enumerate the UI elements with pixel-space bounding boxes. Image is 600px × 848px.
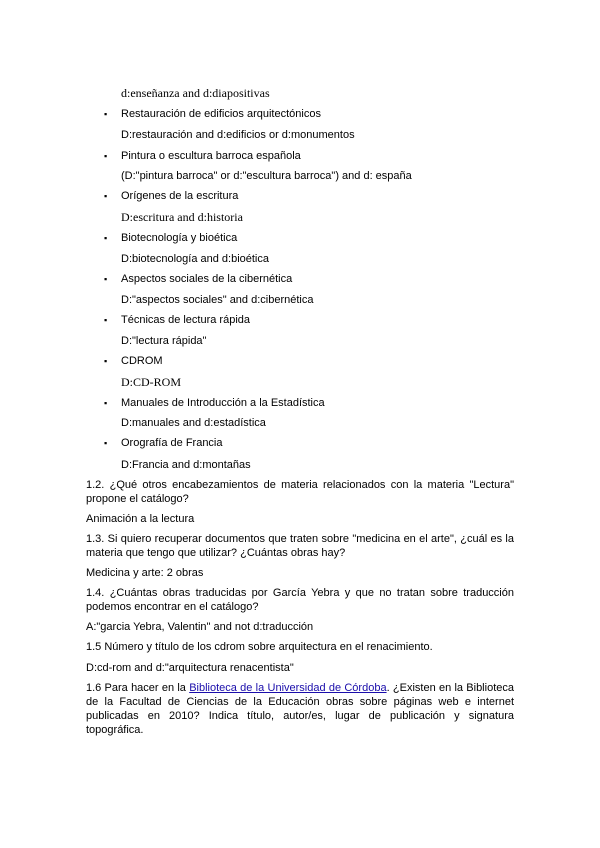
list-item-query: D:"lectura rápida"	[121, 335, 207, 347]
question-1-6	[86, 681, 514, 737]
list-item-title: Restauración de edificios arquitectónicos	[121, 108, 321, 120]
bullet-icon: ▪	[104, 109, 108, 119]
list-item-query: D:"aspectos sociales" and d:cibernética	[121, 294, 314, 306]
bullet-icon: ▪	[104, 233, 108, 243]
question-1-2: 1.2. ¿Qué otros encabezamientos de materia relacionados con la materia "Lectura" propone el catálogo?	[86, 479, 514, 505]
bullet-icon: ▪	[104, 151, 108, 161]
question-1-3: 1.3. Si quiero recuperar documentos que traten sobre "medicina en el arte", ¿cuál es la materia que tengo que utilizar? ¿Cuántas obras hay?	[86, 533, 514, 559]
question-1-4: 1.4. ¿Cuántas obras traducidas por García Yebra y que no tratan sobre traducción podemos encontrar en el catálogo?	[86, 587, 514, 613]
list-item-query: D:biotecnología and d:bioética	[121, 253, 269, 265]
list-item-title: Manuales de Introducción a la Estadística	[121, 397, 325, 409]
list-item-title: Orografía de Francia	[121, 437, 223, 449]
list-item-title: Técnicas de lectura rápida	[121, 314, 251, 326]
question-1-6-suffix: . ¿Existen en la Biblioteca de la Facultad de Ciencias de la Educación obras sobre páginas web e internet publicadas en 2010? Indica título, autor/es, lugar de publicación y signatura topográfica.	[86, 682, 514, 736]
university-library-link[interactable]: Biblioteca de la Universidad de Córdoba	[189, 682, 387, 694]
question-1-5: 1.5 Número y título de los cdrom sobre arquitectura en el renacimiento.	[86, 641, 433, 653]
list-item-query: D:Francia and d:montañas	[121, 459, 251, 471]
list-item-query: (D:"pintura barroca" or d:"escultura barroca") and d: españa	[121, 170, 412, 182]
list-item-title: Pintura o escultura barroca española	[121, 150, 301, 162]
bullet-icon: ▪	[104, 356, 108, 366]
list-item-query: D:escritura and d:historia	[121, 210, 243, 224]
list-item-query: D:manuales and d:estadística	[121, 417, 266, 429]
bullet-icon: ▪	[104, 191, 108, 201]
bullet-icon: ▪	[104, 398, 108, 408]
list-item-query: D:CD-ROM	[121, 375, 182, 389]
list-item-title: Biotecnología y bioética	[121, 232, 238, 244]
answer-1-4: A:"garcia Yebra, Valentin" and not d:traducción	[86, 621, 314, 633]
answer-1-5: D:cd-rom and d:"arquitectura renacentista"	[86, 662, 294, 674]
answer-1-3: Medicina y arte: 2 obras	[86, 567, 204, 579]
list-item-query: D:restauración and d:edificios or d:monumentos	[121, 129, 355, 141]
list-item-title: Aspectos sociales de la cibernética	[121, 273, 293, 285]
list-item-query: d:enseñanza and d:diapositivas	[121, 86, 270, 100]
list-item-title: CDROM	[121, 355, 163, 367]
bullet-icon: ▪	[104, 315, 108, 325]
question-1-6-prefix: 1.6 Para hacer en la	[86, 682, 190, 694]
bullet-icon: ▪	[104, 438, 108, 448]
answer-1-2: Animación a la lectura	[86, 513, 195, 525]
bullet-icon: ▪	[104, 274, 108, 284]
list-item-title: Orígenes de la escritura	[121, 190, 239, 202]
